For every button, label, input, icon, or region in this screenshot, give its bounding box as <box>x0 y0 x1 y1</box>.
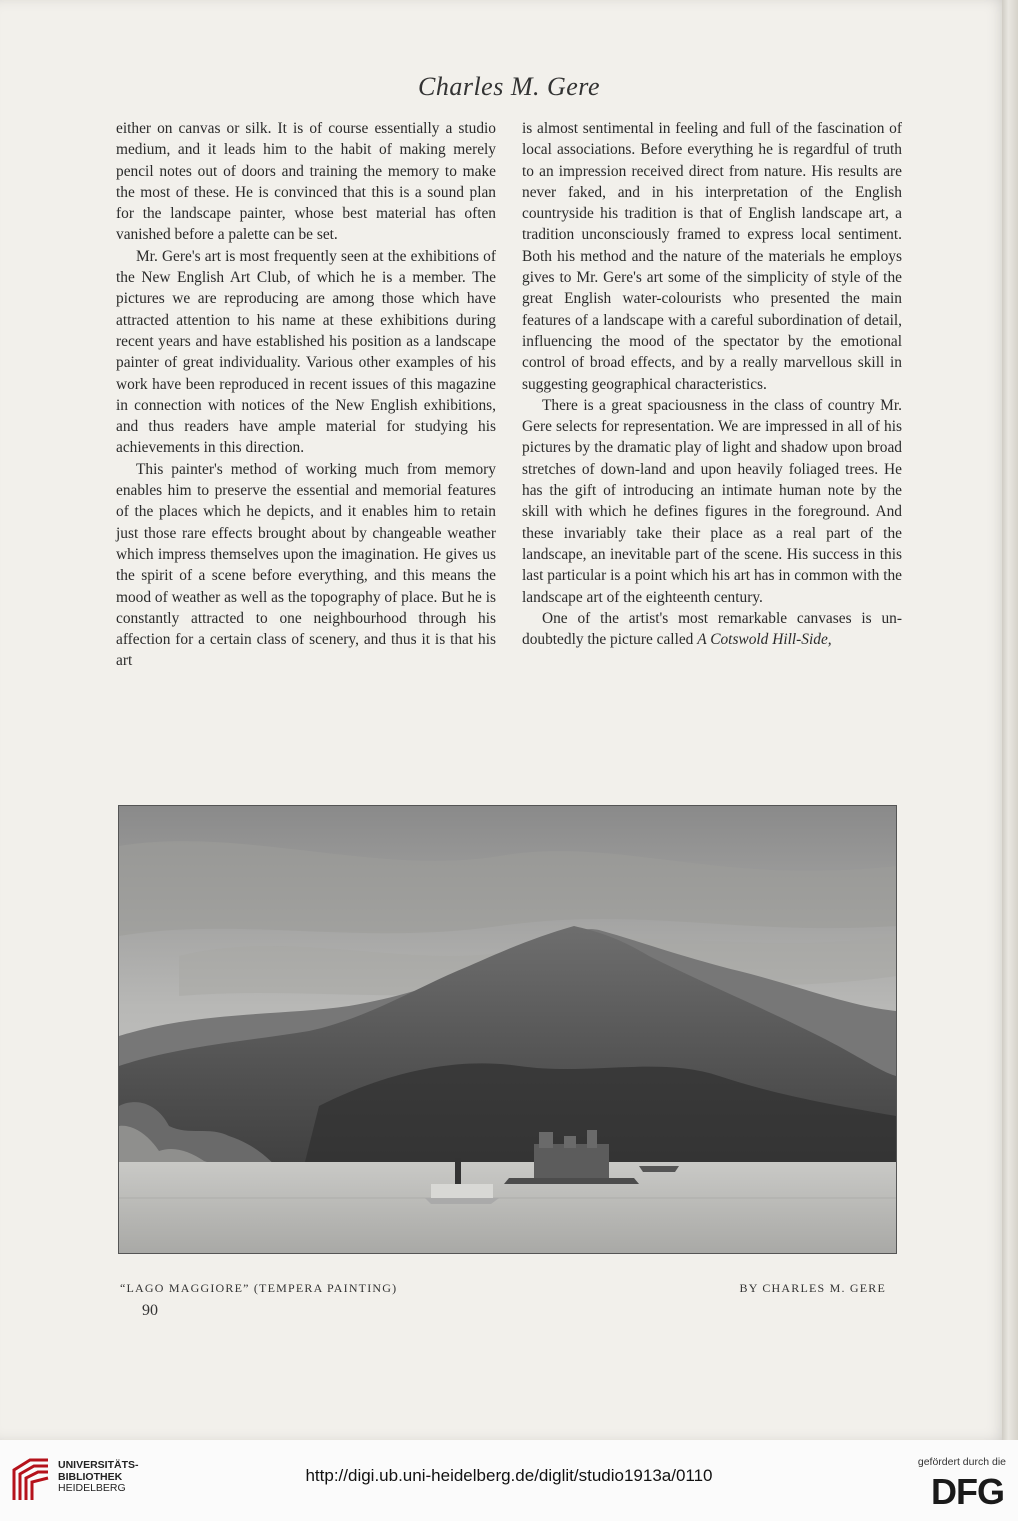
page-edge <box>1002 0 1018 1440</box>
left-text-column <box>116 118 496 672</box>
right-text-column <box>522 118 902 650</box>
permalink-url[interactable]: http://digi.ub.uni-heidelberg.de/diglit/studio1913a/0110 <box>305 1466 713 1485</box>
library-name-line: BIBLIOTHEK <box>58 1470 123 1483</box>
running-head: Charles M. Gere <box>417 72 600 101</box>
plate-caption-title: “LAGO MAGGIORE” (TEMPERA PAINTING) <box>120 1281 398 1295</box>
paragraph: There is a great spaciousness in the class of country Mr. Gere selects for representation. We are impressed in all of his pictures by the dramatic play of light and shadow upon broad stretches of down-land and upon heavily foliaged trees. He has the gift of introducing an intimate human note by the skill with which he defines figures in the foreground. And these invariably take their place as a real part of the landscape, an inevitable part of the scene. His success in this last particular is a point which his art has in common with the landscape art of the eighteenth century. <box>522 396 902 606</box>
paragraph: either on canvas or silk. It is of course essentially a studio medium, and it leads him to the habit of making merely pencil notes out of doors and training the memory to make the most of these. He is convinced that this is a sound plan for the landscape painter, whose best material has often vanished before a palette can be set. <box>116 120 496 244</box>
plate-caption-artist: BY CHARLES M. GERE <box>739 1281 886 1295</box>
page-number: 90 <box>142 1302 158 1319</box>
paragraph <box>522 608 902 651</box>
library-name-line: HEIDELBERG <box>58 1482 126 1494</box>
library-name-line: UNIVERSITÄTS- <box>58 1459 139 1471</box>
dfg-logo: DFG <box>931 1471 1004 1512</box>
painting-plate <box>118 805 897 1254</box>
digitization-footer <box>0 1440 1018 1521</box>
paragraph: is almost sentimental in feeling and full of the fascination of local associations. Before everything he is regardful of truth to an impression received direct from nature. His results are never faked, and in his interpretation of the English countryside his tradition is that of English landscape art, a tradition unconsciously framed to express local sentiment. Both his method and the nature of the materials he employs gives to Mr. Gere's art some of the simplicity of style of the great English water-colourists who presented the main features of a landscape with a careful subordination of detail, influencing the mood of the spectator by the emotional control of broad effects, and by a really marvellous skill in suggesting geographical characteristics. <box>522 120 902 393</box>
artwork-title: A Cotswold Hill-Side, <box>697 631 832 649</box>
lago-maggiore-painting <box>119 806 896 1253</box>
paragraph-text: One of the artist's most remarkable canvases is undoubtedly the picture called <box>522 609 902 649</box>
paragraph: Mr. Gere's art is most frequently seen at the exhibitions of the New English Art Club, of which he is a member. The pictures we are reproducing are among those which have attracted attention to his name at these exhibitions during recent years and have established his position as a landscape painter of great individuality. Various other examples of his work have been reproduced in recent issues of this magazine in connection with notices of the New English exhibitions, and thus readers have ample material for studying his achievements in this direction. <box>116 247 496 457</box>
paragraph: This painter's method of working much from memory enables him to preserve the essential and memorial features of the places which he depicts, and it enables him to retain just those rare effects brought about by changeable weather which impress themselves upon the imagination. He gives us the spirit of a scene before everything, and this means the mood of weather as well as the topography of place. But he is constantly attracted to one neighbourhood through his affection for a certain class of scenery, and thus it is that his art <box>116 460 496 670</box>
funding-note: gefördert durch die <box>917 1456 1006 1468</box>
